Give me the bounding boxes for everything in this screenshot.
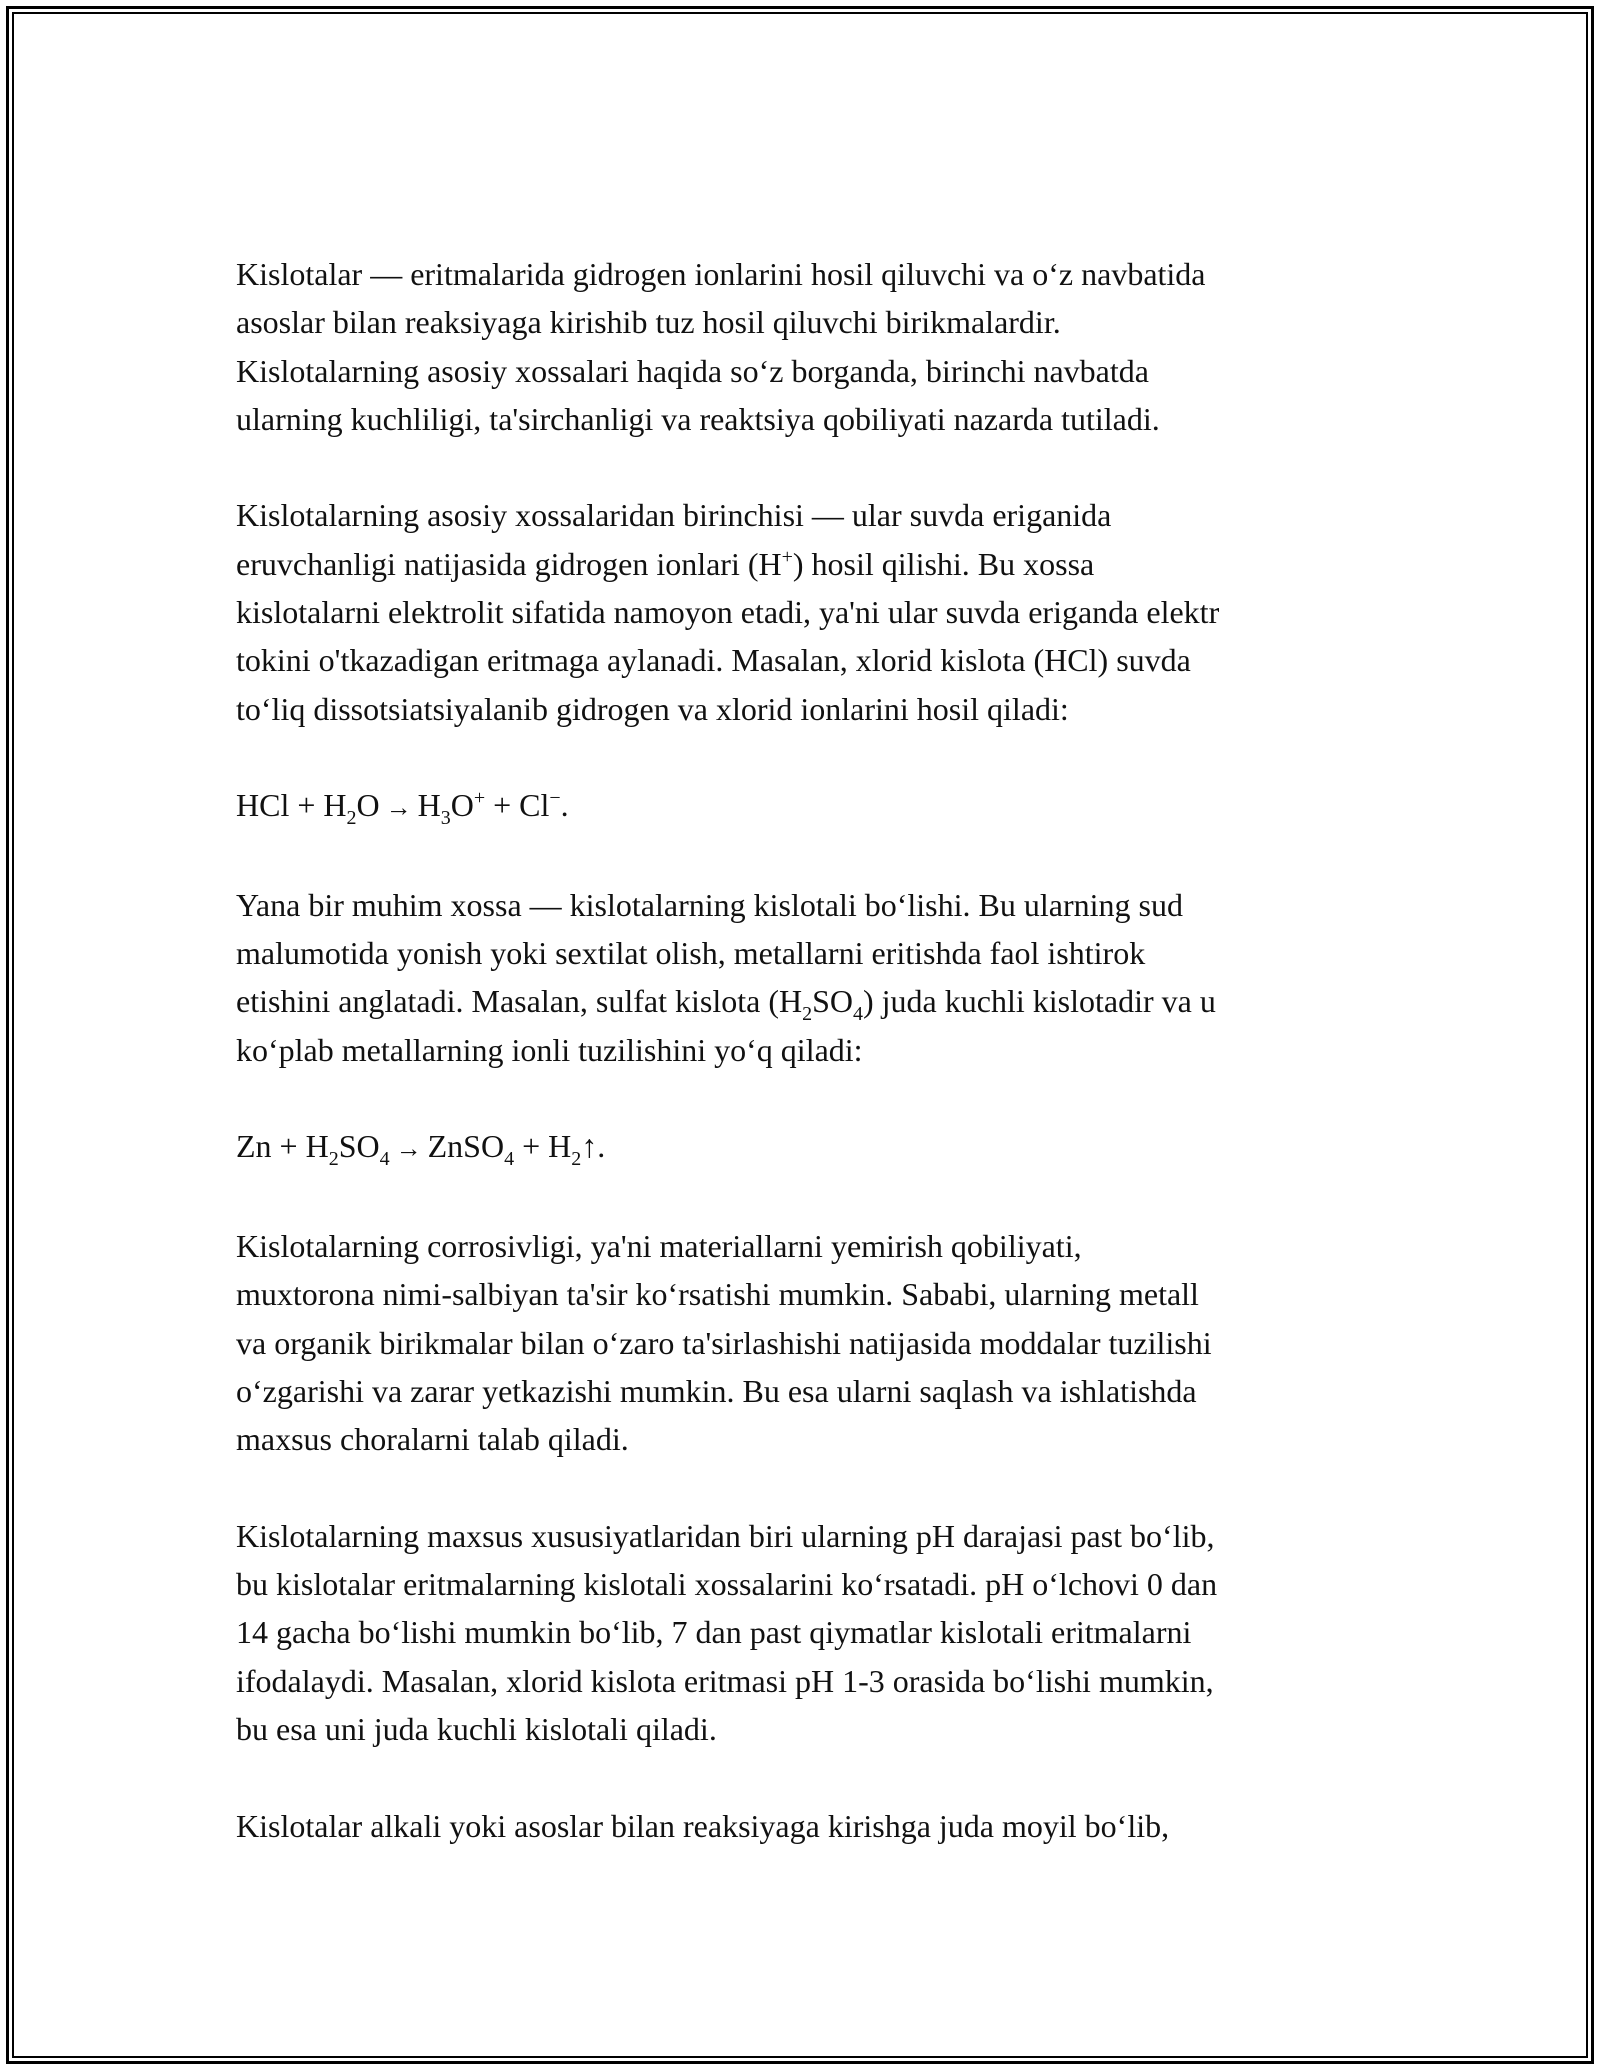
text-line: o‘zgarishi va zarar yetkazishi mumkin. Bu esa ularni saqlash va ishlatishda xyxy=(236,1372,1197,1409)
text-line: Kislotalarning asosiy xossalaridan birinchisi — ular suvda eriganida xyxy=(236,497,1112,534)
superscript: + xyxy=(473,787,486,810)
text-line: bu kislotalar eritmalarning kislotali xossalarini ko‘rsatadi. pH o‘lchovi 0 dan xyxy=(236,1566,1218,1603)
equation-hcl xyxy=(236,781,1366,832)
text-line: Kislotalarning maxsus xususiyatlaridan biri ularning pH darajasi past bo‘lib, xyxy=(236,1517,1215,1554)
eq-segment: O xyxy=(450,787,474,824)
text-line: Kislotalarning corrosivligi, ya'ni materiallarni yemirish qobiliyati, xyxy=(236,1227,1082,1264)
superscript: + xyxy=(781,545,793,568)
eq-segment: + H xyxy=(514,1128,572,1165)
text-segment: SO xyxy=(812,983,853,1020)
eq-segment: . xyxy=(560,787,569,824)
eq-segment: SO xyxy=(338,1128,380,1165)
subscript: 3 xyxy=(440,807,451,830)
text-line: asoslar bilan reaksiyaga kirishib tuz hosil qiluvchi birikmalardir. xyxy=(236,304,1061,341)
text-line: ko‘plab metallarning ionli tuzilishini yo‘q qiladi: xyxy=(236,1031,863,1068)
text-line: malumotida yonish yoki sextilat olish, metallarni eritishda faol ishtirok xyxy=(236,935,1146,972)
paragraph-4 xyxy=(236,1222,1366,1463)
subscript: 4 xyxy=(853,1003,863,1026)
subscript: 4 xyxy=(379,1148,390,1171)
eq-segment: O xyxy=(356,787,380,824)
eq-segment: ↑. xyxy=(581,1128,606,1165)
paragraph-6 xyxy=(236,1802,1366,1850)
text-segment: ) hosil qilishi. Bu xossa xyxy=(792,545,1095,582)
text-line: ifodalaydi. Masalan, xlorid kislota eritmasi pH 1-3 orasida bo‘lishi mumkin, xyxy=(236,1662,1214,1699)
text-line: Kislotalarning asosiy xossalari haqida so‘z borganda, birinchi navbatda xyxy=(236,352,1149,389)
text-line: Kislotalar — eritmalarida gidrogen ionlarini hosil qiluvchi va o‘z navbatida xyxy=(236,256,1206,292)
text-segment: eruvchanligi natijasida gidrogen ionlari (H xyxy=(236,545,782,582)
eq-segment: HCl + H xyxy=(236,787,347,824)
subscript: 2 xyxy=(346,807,357,830)
arrow-icon: → xyxy=(385,793,412,823)
text-line: maxsus choralarni talab qiladi. xyxy=(236,1421,629,1458)
eq-segment: ZnSO xyxy=(427,1128,505,1165)
text-line: ularning kuchliligi, ta'sirchanligi va reaktsiya qobiliyati nazarda tutiladi. xyxy=(236,400,1160,437)
text-line xyxy=(236,540,1366,588)
subscript: 4 xyxy=(504,1148,515,1171)
text-line: Yana bir muhim xossa — kislotalarning kislotali bo‘lishi. Bu ularning sud xyxy=(236,886,1183,923)
text-line: to‘liq dissotsiatsiyalanib gidrogen va xlorid ionlarini hosil qiladi: xyxy=(236,690,1069,727)
paragraph-5 xyxy=(236,1512,1366,1753)
text-line: tokini o'tkazadigan eritmaga aylanadi. Masalan, xlorid kislota (HCl) suvda xyxy=(236,642,1191,679)
eq-segment: Zn + H xyxy=(236,1128,329,1165)
text-line: bu esa uni juda kuchli kislotali qiladi. xyxy=(236,1710,717,1747)
paragraph-3 xyxy=(236,881,1366,1074)
eq-segment: + Cl xyxy=(485,787,550,824)
equation-zn xyxy=(236,1122,1366,1173)
arrow-icon: → xyxy=(395,1134,422,1164)
subscript: 2 xyxy=(571,1148,582,1171)
eq-segment: H xyxy=(417,787,441,824)
text-line: kislotalarni elektrolit sifatida namoyon etadi, ya'ni ular suvda eriganda elektr xyxy=(236,594,1220,631)
text-line: Kislotalar alkali yoki asoslar bilan reaksiyaga kirishga juda moyil bo‘lib, xyxy=(236,1807,1170,1844)
subscript: 2 xyxy=(802,1003,813,1026)
text-segment: ) juda kuchli kislotadir va u xyxy=(863,983,1216,1020)
document-body xyxy=(236,250,1366,1898)
paragraph-2 xyxy=(236,491,1366,732)
subscript: 2 xyxy=(328,1148,339,1171)
paragraph-1 xyxy=(236,250,1366,443)
text-segment: etishini anglatadi. Masalan, sulfat kislota (H xyxy=(236,983,803,1020)
text-line: 14 gacha bo‘lishi mumkin bo‘lib, 7 dan past qiymatlar kislotali eritmalarni xyxy=(236,1614,1192,1651)
superscript: − xyxy=(549,787,561,810)
text-line: va organik birikmalar bilan o‘zaro ta'sirlashishi natijasida moddalar tuzilishi xyxy=(236,1324,1212,1361)
text-line: muxtorona nimi-salbiyan ta'sir ko‘rsatishi mumkin. Sababi, ularning metall xyxy=(236,1276,1199,1313)
text-line xyxy=(236,977,1366,1025)
